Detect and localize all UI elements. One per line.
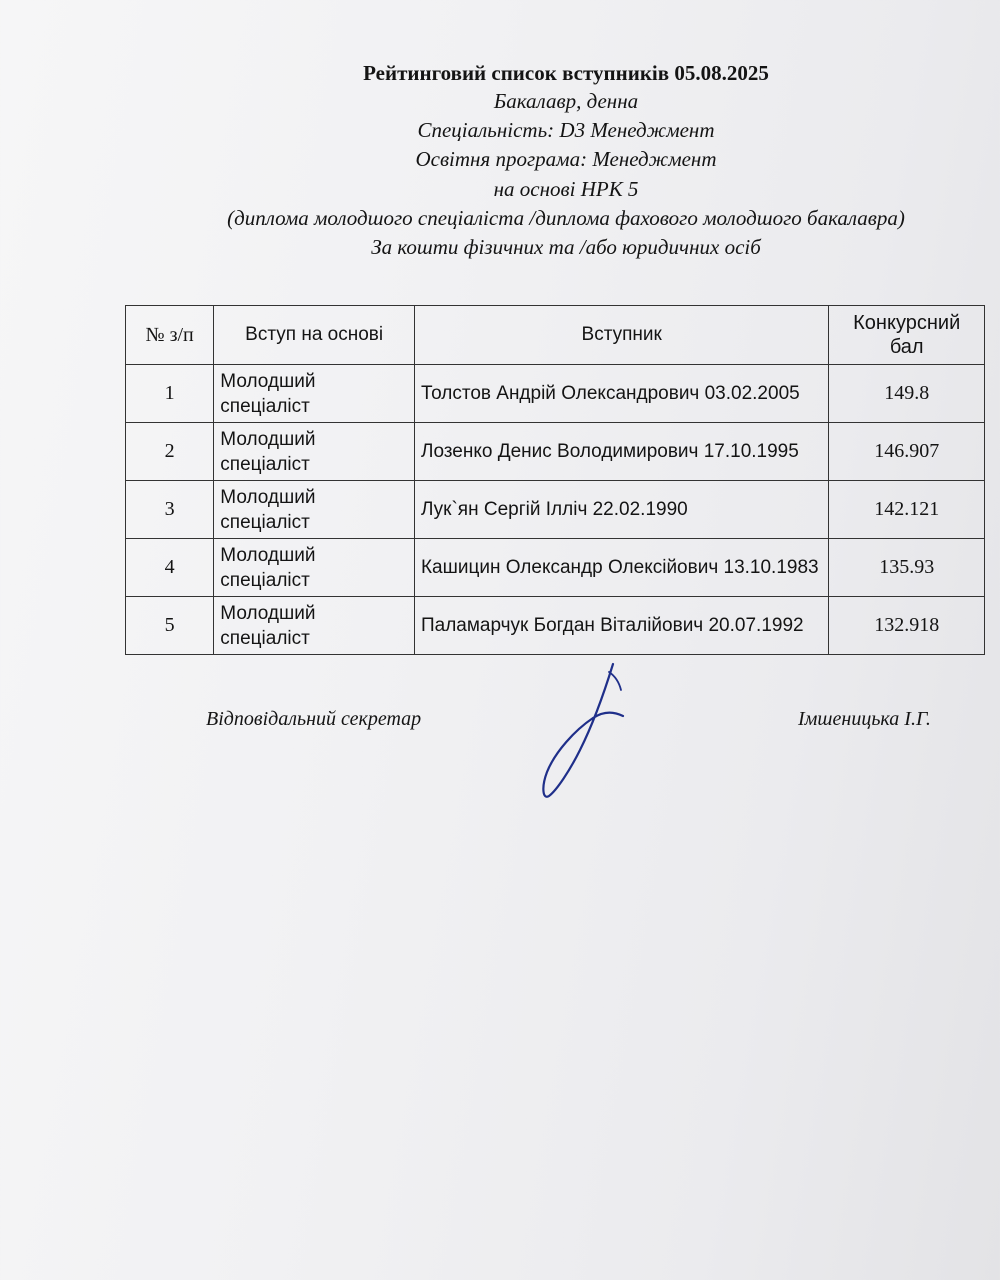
row-applicant: Лук`ян Сергій Ілліч 22.02.1990 [414, 481, 828, 539]
handwritten-signature [535, 660, 645, 800]
row-basis: Молодший спеціаліст [214, 539, 415, 597]
signature-role: Відповідальний секретар [206, 708, 422, 730]
table-row [126, 365, 985, 423]
admission-basis: на основі НРК 5 [493, 177, 639, 201]
row-score: 132.918 [829, 597, 985, 655]
row-num: 5 [126, 597, 214, 655]
row-applicant: Кашицин Олександр Олексійович 13.10.1983 [414, 539, 828, 597]
row-basis: Молодший спеціаліст [214, 597, 415, 655]
table-row [126, 481, 985, 539]
row-basis: Молодший спеціаліст [214, 365, 415, 423]
signer-name: Імшеницька І.Г. [798, 708, 931, 730]
row-num: 2 [126, 423, 214, 481]
diploma-note: (диплома молодшого спеціаліста /диплома фахового молодшого бакалавра) [227, 206, 905, 230]
row-score: 142.121 [829, 481, 985, 539]
table-row [126, 539, 985, 597]
row-basis: Молодший спеціаліст [214, 481, 415, 539]
row-num: 3 [126, 481, 214, 539]
header-applicant: Вступник [414, 306, 828, 365]
row-score: 146.907 [829, 423, 985, 481]
row-applicant: Паламарчук Богдан Віталійович 20.07.1992 [414, 597, 828, 655]
row-applicant: Толстов Андрій Олександрович 03.02.2005 [414, 365, 828, 423]
educational-program: Освітня програма: Менеджмент [415, 147, 717, 171]
header-num: № з/п [126, 306, 214, 365]
funding-source: За кошти фізичних та /або юридичних осіб [371, 235, 761, 259]
row-score: 149.8 [829, 365, 985, 423]
rating-table [125, 305, 985, 655]
table-row [126, 597, 985, 655]
header-basis: Вступ на основі [214, 306, 415, 365]
table-header-row [126, 306, 985, 365]
specialty: Спеціальність: D3 Менеджмент [417, 118, 715, 142]
row-score: 135.93 [829, 539, 985, 597]
degree-form: Бакалавр, денна [493, 89, 639, 113]
row-applicant: Лозенко Денис Володимирович 17.10.1995 [414, 423, 828, 481]
document-title: Рейтинговий список вступників 05.08.2025 [363, 61, 769, 85]
row-num: 1 [126, 365, 214, 423]
row-num: 4 [126, 539, 214, 597]
table-row [126, 423, 985, 481]
header-score: Конкурсний бал [829, 306, 985, 365]
row-basis: Молодший спеціаліст [214, 423, 415, 481]
